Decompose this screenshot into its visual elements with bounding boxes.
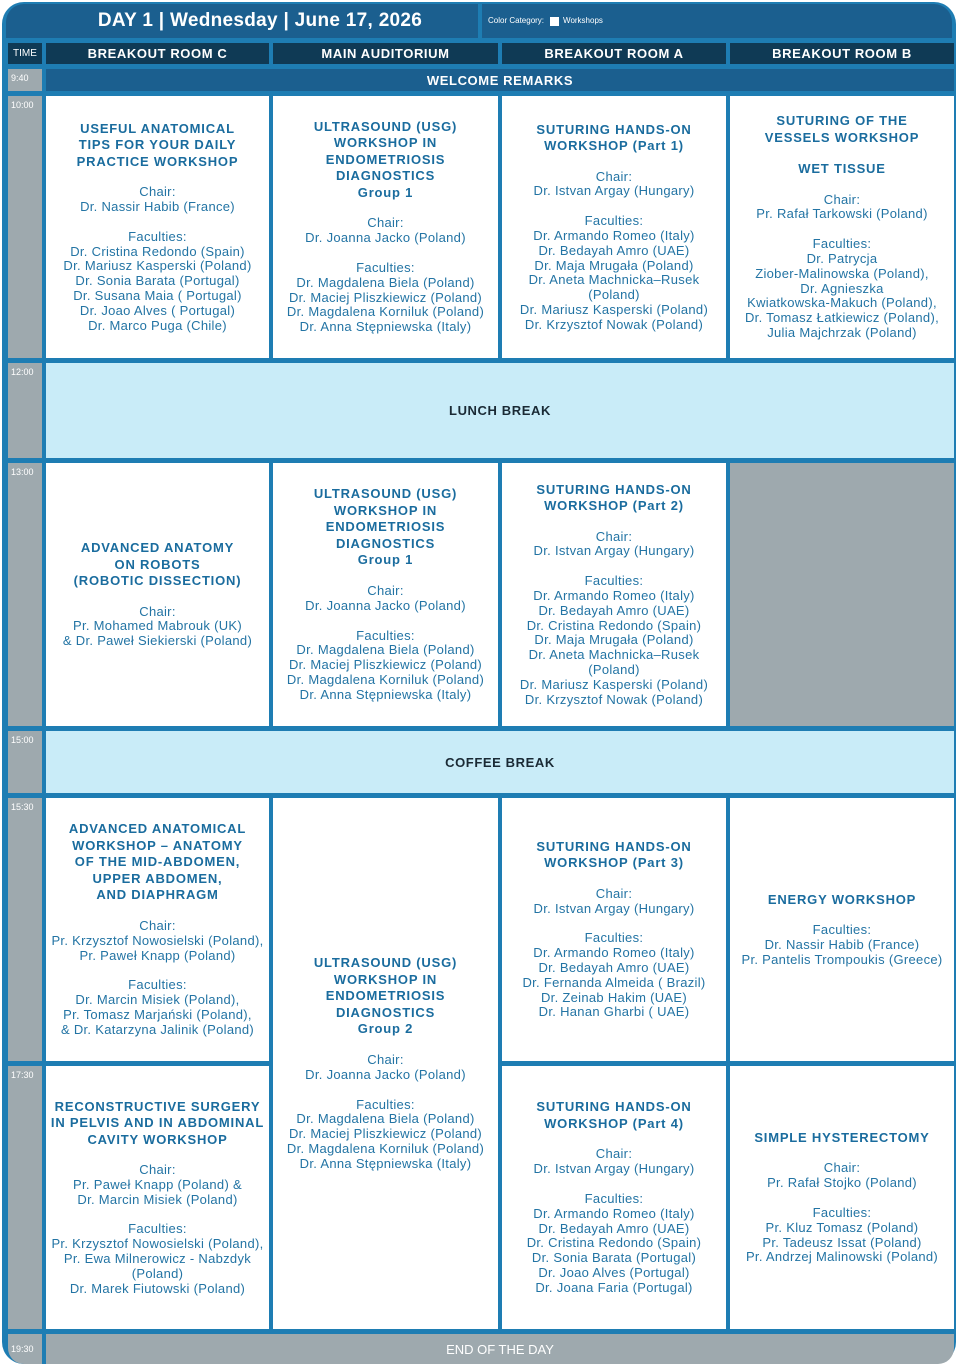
- faculty-name: Dr. Nassir Habib (France): [764, 936, 920, 952]
- session-title-line: USEFUL ANATOMICAL: [80, 120, 235, 136]
- session-ultrasound-group-1-morning[interactable]: [273, 96, 498, 358]
- session-ultrasound-group-2[interactable]: [273, 798, 498, 1329]
- faculties-label: Faculties:: [584, 573, 644, 589]
- session-title-line: SUTURING HANDS-ON: [536, 121, 692, 137]
- faculty-name: Dr. Susana Maia ( Portugal): [73, 287, 242, 303]
- chair-name: Dr. Joanna Jacko (Poland): [305, 230, 466, 246]
- faculty-name: Dr. Joao Alves (Portugal): [538, 1264, 690, 1280]
- faculty-name: Dr. Magdalena Korniluk (Poland): [286, 671, 485, 687]
- faculty-name: Dr. Magdalena Biela (Poland): [296, 1111, 475, 1127]
- faculty-name: Dr. Bedayah Amro (UAE): [538, 960, 690, 975]
- faculty-name: Pr. Krzysztof Nowosielski (Poland),: [51, 1236, 264, 1252]
- faculty-name: Dr. Krzysztof Nowak (Poland): [524, 691, 704, 707]
- chair-name: Dr. Joanna Jacko (Poland): [305, 597, 466, 613]
- session-title-line: ULTRASOUND (USG): [313, 955, 458, 971]
- chair-label: Chair:: [595, 885, 633, 901]
- faculty-name: Dr. Marek Fiutowski (Poland): [69, 1280, 246, 1296]
- session-suturing-vessels[interactable]: [730, 96, 954, 358]
- faculties-label: Faculties:: [128, 977, 187, 993]
- session-title-line: SUTURING HANDS-ON: [536, 481, 692, 497]
- session-title-line: ENDOMETRIOSIS: [325, 151, 446, 167]
- chair-name: Dr. Marcin Misiek (Poland): [77, 1191, 238, 1207]
- session-title-line: CAVITY WORKSHOP: [87, 1131, 228, 1147]
- chair-name: Pr. Rafał Tarkowski (Poland): [756, 206, 928, 222]
- faculty-name: Dr. Hanan Gharbi ( UAE): [538, 1004, 690, 1020]
- day-title: DAY 1 | Wednesday | June 17, 2026: [97, 10, 423, 31]
- session-title-line: WORKSHOP IN: [333, 502, 438, 518]
- chair-label: Chair:: [823, 1160, 861, 1176]
- session-title-line: WORKSHOP (Part 3): [544, 855, 684, 871]
- faculty-name: Dr. Marcin Misiek (Poland),: [75, 992, 240, 1008]
- time-slot-1730: 17:30: [8, 1066, 42, 1329]
- faculty-name: Dr. Maciej Pliszkiewicz (Poland): [288, 289, 483, 305]
- faculty-name: Dr. Cristina Redondo (Spain): [526, 617, 702, 633]
- faculties-label: Faculties:: [128, 1221, 187, 1237]
- session-title-line: DIAGNOSTICS: [335, 1004, 436, 1020]
- session-title-line: VESSELS WORKSHOP: [764, 129, 920, 145]
- faculty-name: Dr. Magdalena Korniluk (Poland): [286, 304, 485, 320]
- chair-name: Pr. Krzysztof Nowosielski (Poland),: [51, 932, 264, 948]
- lunch-break-band: LUNCH BREAK: [46, 363, 954, 458]
- session-title-line: Group 1: [357, 184, 414, 200]
- chair-name: Dr. Istvan Argay (Hungary): [533, 900, 695, 916]
- faculty-name: Dr. Sonia Barata (Portugal): [531, 1250, 697, 1266]
- faculty-name: Dr. Mariusz Kasperski (Poland): [519, 301, 709, 317]
- time-slot-1500: 15:00: [8, 731, 42, 793]
- faculties-label: Faculties:: [356, 627, 415, 643]
- chair-name: Dr. Joanna Jacko (Poland): [305, 1066, 466, 1082]
- session-title-line: DIAGNOSTICS: [335, 535, 436, 551]
- faculty-name: Pr. Tadeusz Issat (Poland): [762, 1234, 922, 1250]
- chair-name: Pr. Paweł Knapp (Poland): [79, 947, 236, 963]
- faculty-name: (Poland): [588, 661, 640, 677]
- chair-name: & Dr. Paweł Siekierski (Poland): [62, 633, 253, 649]
- time-column-header: TIME: [8, 43, 42, 64]
- session-energy-workshop[interactable]: [730, 798, 954, 1061]
- session-title-line: AND DIAPHRAGM: [96, 887, 219, 903]
- workshops-swatch-icon: [550, 17, 559, 26]
- coffee-break-band: COFFEE BREAK: [46, 731, 954, 793]
- session-title-line: PRACTICE WORKSHOP: [76, 153, 239, 169]
- session-title-line: UPPER ABDOMEN,: [92, 870, 223, 886]
- faculty-name: Dr. Tomasz Łatkiewicz (Poland),: [744, 310, 940, 326]
- faculty-name: Julia Majchrzak (Poland): [767, 325, 917, 341]
- chair-label: Chair:: [139, 917, 176, 933]
- faculty-name: Dr. Bedayah Amro (UAE): [538, 242, 690, 258]
- session-title-line: WORKSHOP (Part 2): [544, 498, 684, 514]
- session-title-line: ADVANCED ANATOMICAL: [68, 821, 247, 837]
- faculty-name: Ziober-Malinowska (Poland),: [755, 265, 929, 281]
- chair-label: Chair:: [823, 191, 861, 207]
- session-title-line: ULTRASOUND (USG): [313, 486, 458, 502]
- faculty-name: Dr. Joana Faria (Portugal): [535, 1279, 693, 1295]
- session-title-line: Group 1: [357, 552, 414, 568]
- faculties-label: Faculties:: [356, 260, 415, 276]
- header-divider: [478, 4, 482, 38]
- session-title-line: ENDOMETRIOSIS: [325, 988, 446, 1004]
- session-title-line: SUTURING OF THE: [776, 113, 908, 129]
- session-title-line: WORKSHOP (Part 1): [544, 138, 684, 154]
- chair-name: Dr. Istvan Argay (Hungary): [533, 183, 695, 199]
- faculties-label: Faculties:: [128, 228, 187, 244]
- session-title-line: RECONSTRUCTIVE SURGERY: [54, 1098, 261, 1114]
- faculty-name: Dr. Bedayah Amro (UAE): [538, 602, 690, 618]
- chair-name: Dr. Istvan Argay (Hungary): [533, 1161, 695, 1177]
- time-slot-1200: 12:00: [8, 363, 42, 458]
- faculties-label: Faculties:: [812, 1204, 872, 1220]
- chair-label: Chair:: [595, 1146, 633, 1162]
- session-useful-anatomical-tips[interactable]: [46, 96, 269, 358]
- session-title-line: ENDOMETRIOSIS: [325, 519, 446, 535]
- chair-label: Chair:: [595, 528, 633, 544]
- faculty-name: Dr. Mariusz Kasperski (Poland): [63, 258, 252, 274]
- faculty-name: Dr. Armando Romeo (Italy): [533, 1205, 695, 1221]
- session-ultrasound-group-1-afternoon[interactable]: [273, 463, 498, 726]
- session-title-line: (ROBOTIC DISSECTION): [73, 573, 242, 589]
- chair-label: Chair:: [367, 582, 404, 598]
- color-legend: [488, 4, 603, 38]
- session-title-line: ULTRASOUND (USG): [313, 118, 458, 134]
- faculty-name: Pr. Andrzej Malinowski (Poland): [745, 1249, 939, 1265]
- chair-name: Pr. Rafał Stojko (Poland): [767, 1175, 917, 1191]
- session-title-line: ON ROBOTS: [114, 556, 201, 572]
- faculties-label: Faculties:: [812, 236, 872, 252]
- empty-slot: [730, 463, 954, 726]
- faculty-name: Dr. Cristina Redondo (Spain): [70, 243, 245, 259]
- session-reconstructive-surgery[interactable]: [46, 1066, 269, 1329]
- chair-name: Dr. Nassir Habib (France): [80, 198, 235, 214]
- faculty-name: Dr. Anna Stępniewska (Italy): [299, 319, 472, 335]
- faculty-name: Pr. Ewa Milnerowicz - Nabzdyk: [63, 1251, 252, 1267]
- faculty-name: Dr. Patrycja: [806, 251, 878, 267]
- faculty-name: Dr. Maciej Pliszkiewicz (Poland): [288, 657, 483, 673]
- chair-label: Chair:: [139, 184, 176, 200]
- session-suturing-part-4[interactable]: [502, 1066, 726, 1329]
- session-suturing-part-3[interactable]: [502, 798, 726, 1061]
- faculties-label: Faculties:: [584, 930, 644, 946]
- chair-label: Chair:: [139, 603, 176, 619]
- faculty-name: Dr. Armando Romeo (Italy): [533, 227, 695, 243]
- faculty-name: Dr. Joao Alves ( Portugal): [79, 302, 236, 318]
- session-title-line: IN PELVIS AND IN ABDOMINAL: [50, 1115, 265, 1131]
- session-title-line: WORKSHOP IN: [333, 135, 438, 151]
- column-header-breakout-room-c: BREAKOUT ROOM C: [46, 43, 269, 64]
- chair-name: Dr. Istvan Argay (Hungary): [533, 543, 695, 559]
- session-title-line: DIAGNOSTICS: [335, 168, 436, 184]
- faculty-name: Dr. Aneta Machnicka–Rusek: [528, 647, 700, 663]
- legend-item-workshops: Workshops: [563, 16, 603, 25]
- session-title-line: SUTURING HANDS-ON: [536, 838, 692, 854]
- column-header-breakout-room-a: BREAKOUT ROOM A: [502, 43, 726, 64]
- time-slot-1000: 10:00: [8, 96, 42, 358]
- session-advanced-anatomical-workshop[interactable]: [46, 798, 269, 1061]
- faculty-name: Dr. Mariusz Kasperski (Poland): [519, 676, 709, 692]
- chair-label: Chair:: [595, 168, 633, 184]
- faculty-name: Dr. Marco Puga (Chile): [88, 317, 227, 333]
- session-suturing-part-1[interactable]: [502, 96, 726, 358]
- session-title-line: WORKSHOP (Part 4): [544, 1115, 684, 1131]
- faculty-name: Dr. Armando Romeo (Italy): [533, 945, 695, 961]
- column-header-main-auditorium: MAIN AUDITORIUM: [273, 43, 498, 64]
- faculties-label: Faculties:: [584, 213, 644, 229]
- faculty-name: Dr. Krzysztof Nowak (Poland): [524, 316, 704, 332]
- faculty-name: (Poland): [588, 287, 640, 303]
- legend-label: Color Category:: [488, 16, 545, 25]
- column-header-breakout-room-b: BREAKOUT ROOM B: [730, 43, 954, 64]
- session-title-line: TIPS FOR YOUR DAILY: [78, 137, 237, 153]
- faculty-name: Dr. Armando Romeo (Italy): [533, 588, 695, 603]
- session-title-line: ADVANCED ANATOMY: [80, 540, 235, 556]
- chair-label: Chair:: [139, 1162, 176, 1178]
- chair-label: Chair:: [367, 1051, 404, 1067]
- faculty-name: Dr. Zeinab Hakim (UAE): [540, 989, 688, 1005]
- faculty-name: Dr. Sonia Barata (Portugal): [75, 273, 240, 289]
- time-slot-1530: 15:30: [8, 798, 42, 1061]
- session-title-line: WORKSHOP IN: [333, 971, 438, 987]
- chair-name: Pr. Paweł Knapp (Poland) &: [73, 1176, 242, 1192]
- end-of-day-band: END OF THE DAY: [46, 1334, 954, 1364]
- faculties-label: Faculties:: [584, 1191, 644, 1206]
- session-title-line: OF THE MID-ABDOMEN,: [74, 854, 241, 870]
- faculty-name: Pr. Kluz Tomasz (Poland): [765, 1219, 919, 1235]
- faculty-name: Dr. Agnieszka: [800, 280, 884, 296]
- faculty-name: Dr. Magdalena Biela (Poland): [296, 274, 475, 290]
- session-title-line: SIMPLE HYSTERECTOMY: [754, 1129, 930, 1145]
- session-title-line: ENERGY WORKSHOP: [767, 891, 917, 907]
- faculty-name: Dr. Maja Mrugała (Poland): [534, 257, 694, 273]
- session-suturing-part-2[interactable]: [502, 463, 726, 726]
- schedule-grid: [8, 43, 954, 1364]
- faculty-name: Dr. Bedayah Amro (UAE): [538, 1220, 690, 1236]
- session-title-line: WORKSHOP – ANATOMY: [72, 837, 243, 853]
- faculties-label: Faculties:: [812, 922, 872, 938]
- time-slot-940: 9:40: [8, 69, 42, 91]
- session-simple-hysterectomy[interactable]: [730, 1066, 954, 1329]
- faculty-name: Dr. Maciej Pliszkiewicz (Poland): [288, 1126, 483, 1142]
- session-subtitle: WET TISSUE: [798, 161, 886, 177]
- faculty-name: Dr. Cristina Redondo (Spain): [526, 1235, 702, 1251]
- faculty-name: Dr. Fernanda Almeida ( Brazil): [522, 974, 706, 990]
- faculty-name: Dr. Magdalena Korniluk (Poland): [286, 1140, 485, 1156]
- faculty-name: Dr. Aneta Machnicka–Rusek: [528, 272, 700, 288]
- chair-label: Chair:: [367, 215, 404, 231]
- session-title-line: SUTURING HANDS-ON: [536, 1099, 692, 1115]
- faculty-name: Dr. Anna Stępniewska (Italy): [299, 1155, 472, 1171]
- welcome-remarks-band: WELCOME REMARKS: [46, 69, 954, 91]
- time-slot-1300: 13:00: [8, 463, 42, 726]
- faculty-name: Dr. Anna Stępniewska (Italy): [299, 686, 472, 702]
- session-advanced-anatomy-robots[interactable]: [46, 463, 269, 726]
- session-title-line: Group 2: [357, 1021, 414, 1037]
- faculty-name: Pr. Pantelis Trompoukis (Greece): [741, 951, 943, 967]
- faculty-name: Pr. Tomasz Marjański (Poland),: [63, 1006, 252, 1022]
- chair-name: Pr. Mohamed Mabrouk (UK): [72, 618, 243, 634]
- faculty-name: Dr. Magdalena Biela (Poland): [296, 642, 475, 658]
- faculty-name: & Dr. Katarzyna Jalinik (Poland): [60, 1021, 255, 1037]
- faculties-label: Faculties:: [356, 1096, 415, 1112]
- faculty-name: Kwiatkowska-Makuch (Poland),: [747, 295, 937, 311]
- faculty-name: (Poland): [131, 1265, 184, 1281]
- faculty-name: Dr. Maja Mrugała (Poland): [534, 632, 694, 648]
- time-slot-1930: 19:30: [8, 1334, 42, 1364]
